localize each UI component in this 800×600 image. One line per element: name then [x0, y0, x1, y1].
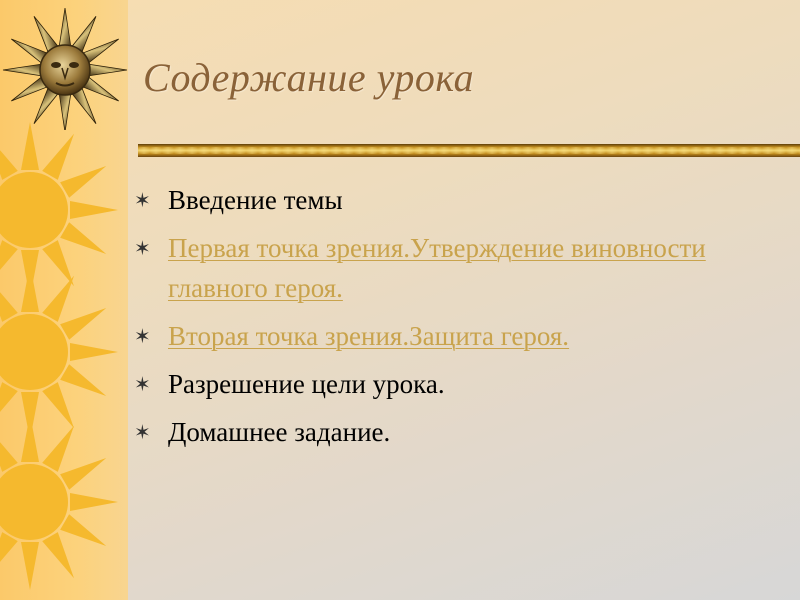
item-text: Домашнее задание. [168, 417, 391, 447]
star-bullet-icon: ✶ [134, 236, 151, 260]
sun-face-icon [2, 4, 128, 130]
slide-title: Содержание урока [143, 55, 475, 100]
item-text: Введение темы [168, 185, 343, 215]
star-bullet-icon: ✶ [134, 324, 151, 348]
sun-icon [0, 412, 120, 592]
item-text: Разрешение цели урока. [168, 369, 445, 399]
list-item[interactable] [134, 228, 754, 308]
list-item [134, 364, 754, 404]
lesson-contents-list [134, 180, 754, 460]
list-item [134, 412, 754, 452]
title-divider [138, 144, 800, 157]
list-item[interactable] [134, 316, 754, 356]
star-bullet-icon: ✶ [134, 420, 151, 444]
link-first-viewpoint[interactable]: Первая точка зрения.Утверждение виновности главного героя. [168, 233, 706, 303]
list-item [134, 180, 754, 220]
star-bullet-icon: ✶ [134, 372, 151, 396]
link-second-viewpoint[interactable]: Вторая точка зрения.Защита героя. [168, 321, 570, 351]
star-bullet-icon: ✶ [134, 188, 151, 212]
